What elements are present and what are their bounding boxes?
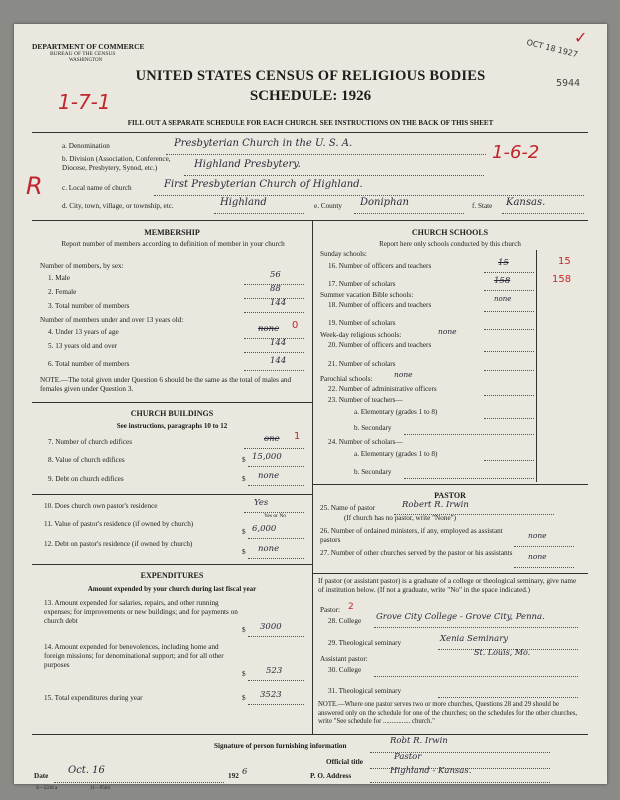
membership-note: NOTE.—The total given under Question 6 should be the same as the total of males and females given under Question 3. — [40, 376, 292, 393]
q8-label: 8. Value of church edifices — [48, 456, 125, 464]
schedule-title: SCHEDULE: 1926 — [249, 88, 372, 104]
pastor-red-mark: 2 — [348, 602, 354, 612]
instruction-line: FILL OUT A SEPARATE SCHEDULE FOR EACH CHURCH. SEE INSTRUCTIONS ON THE BACK OF THIS SHEET — [127, 119, 494, 127]
q12-answer: none — [258, 544, 280, 554]
q13-label: 13. Amount expended for salaries, repairs, and other running expenses; for improvements or new buildings; and for payments on church debt — [44, 599, 238, 625]
q24a-label: a. Elementary (grades 1 to 8) — [354, 450, 438, 458]
red-check-mark: ✓ — [574, 28, 588, 47]
pastor-sub-label: Pastor: — [320, 606, 340, 614]
weekday-label: Week-day religious schools: — [320, 331, 402, 339]
weekday-answer: none — [438, 327, 457, 336]
expenditures-heading: EXPENDITURES — [140, 571, 204, 580]
bureau-city: WASHINGTON — [69, 58, 103, 63]
city-label: d. City, town, village, or township, etc. — [62, 202, 174, 210]
by-sex-label: Number of members, by sex: — [40, 262, 124, 270]
q17-red-answer: 158 — [552, 274, 572, 285]
q13-dollar: $ — [242, 626, 246, 634]
q11-answer: 6,000 — [252, 524, 277, 534]
q15-label: 15. Total expenditures during year — [44, 694, 143, 702]
q12-dollar: $ — [242, 548, 246, 556]
local-name-label: c. Local name of church — [62, 184, 132, 192]
schools-heading: CHURCH SCHOOLS — [411, 228, 489, 237]
po-address-label: P. O. Address — [310, 772, 352, 780]
assistant-label: Assistant pastor: — [320, 655, 368, 663]
county-label: e. County — [314, 202, 342, 210]
q18-label: 18. Number of officers and teachers — [328, 301, 432, 309]
q4-label: 4. Under 13 years of age — [48, 328, 119, 336]
q1-answer: 56 — [270, 270, 281, 280]
bureau-name: BUREAU OF THE CENSUS — [50, 51, 116, 57]
membership-subtitle: Report number of members according to definition of member in your church — [61, 240, 285, 248]
q26-label: 26. Number of ordained ministers, if any, employed as assistant pastors — [320, 527, 503, 544]
state-value: Kansas. — [506, 197, 546, 208]
q17-answer: 158 — [494, 276, 511, 286]
local-name-value: First Presbyterian Church of Highland. — [164, 179, 363, 190]
q19-label: 19. Number of scholars — [328, 319, 396, 327]
q14-answer: 523 — [266, 666, 283, 676]
q1-label: 1. Male — [48, 274, 70, 282]
q29-answer: Xenia Seminary — [440, 634, 509, 644]
q25-subtitle: (If church has no pastor, write "None") — [344, 514, 456, 522]
q14-dollar: $ — [242, 670, 246, 678]
city-value: Highland — [220, 197, 267, 208]
q29-answer-location: St. Louis, Mo. — [474, 648, 531, 657]
official-title-label: Official title — [326, 758, 363, 766]
yes-no-hint: Yes or No — [264, 513, 287, 519]
q15-answer: 3523 — [260, 690, 282, 700]
q6-label: 6. Total number of members — [48, 360, 130, 368]
q11-label: 11. Value of pastor's residence (if owned by church) — [44, 520, 194, 528]
q7-red-one: 1 — [294, 431, 301, 442]
q15-dollar: $ — [242, 694, 246, 702]
q5-label: 5. 13 years old and over — [48, 342, 118, 350]
q10-label: 10. Does church own pastor's residence — [44, 502, 158, 510]
q13-answer: 3000 — [260, 622, 282, 632]
q31-label: 31. Theological seminary — [328, 687, 402, 695]
q12-label: 12. Debt on pastor's residence (if owned by church) — [44, 540, 193, 548]
q4-answer: none — [258, 324, 280, 334]
buildings-subtitle: See instructions, paragraphs 10 to 12 — [116, 422, 228, 430]
code-mark-left: 1-7-1 — [58, 90, 111, 114]
q11-dollar: $ — [242, 528, 246, 536]
q27-label: 27. Number of other churches served by the pastor or his assistants — [320, 549, 513, 557]
q23b-label: b. Secondary — [354, 424, 392, 432]
q24b-label: b. Secondary — [354, 468, 392, 476]
r-mark: R — [26, 172, 43, 200]
q2-label: 2. Female — [48, 288, 77, 296]
code-mark-right: 1-6-2 — [492, 142, 540, 163]
signature-label: Signature of person furnishing information — [214, 742, 347, 750]
q24-label: 24. Number of scholars— — [328, 438, 403, 446]
q9-label: 9. Debt on church edifices — [48, 475, 124, 483]
q23a-label: a. Elementary (grades 1 to 8) — [354, 408, 438, 416]
summer-label: Summer vacation Bible schools: — [320, 291, 414, 299]
date-label: Date — [34, 772, 49, 780]
graduate-note: If pastor (or assistant pastor) is a graduate of a college or theological seminary, give name of institution below. (If not a graduate, write "No" in the space indicated.) — [318, 577, 577, 594]
division-label: b. Division (Association, Conference, Diocese, Presbytery, Synod, etc.) — [62, 155, 171, 172]
q9-answer: none — [258, 471, 280, 481]
q2-answer: 88 — [270, 284, 281, 294]
q16-red-answer: 15 — [558, 256, 571, 267]
q4-red-zero: 0 — [292, 320, 299, 331]
stamp-number: 5944 — [556, 78, 581, 89]
parochial-label: Parochial schools: — [320, 375, 373, 383]
q20-label: 20. Number of officers and teachers — [328, 341, 432, 349]
year-digit: 6 — [242, 767, 248, 777]
q8-answer: 15,000 — [252, 452, 282, 462]
q26-answer: none — [528, 531, 547, 540]
dept-name: DEPARTMENT OF COMMERCE — [32, 42, 145, 51]
q23-label: 23. Number of teachers— — [328, 396, 403, 404]
q25-label: 25. Name of pastor — [320, 504, 376, 512]
q3-answer: 144 — [270, 298, 287, 308]
q22-label: 22. Number of administrative officers — [328, 385, 437, 393]
signature-value: Robt R. Irwin — [390, 736, 448, 746]
under-over-label: Number of members under and over 13 years old: — [40, 316, 184, 324]
q14-label: 14. Amount expended for benevolences, including home and foreign missions; for denominational support; and for all other purposes — [44, 643, 224, 669]
q21-label: 21. Number of scholars — [328, 360, 396, 368]
q3-label: 3. Total number of members — [48, 302, 130, 310]
q5-answer: 144 — [270, 338, 287, 348]
q9-dollar: $ — [242, 475, 246, 483]
q16-label: 16. Number of officers and teachers — [328, 262, 432, 270]
membership-heading: MEMBERSHIP — [144, 228, 200, 237]
denomination-label: a. Denomination — [62, 142, 110, 150]
sunday-label: Sunday schools: — [320, 250, 367, 258]
state-label: f. State — [472, 202, 493, 210]
q8-dollar: $ — [242, 456, 246, 464]
county-value: Doniphan — [360, 197, 409, 208]
form-number: S—5318 a — [36, 786, 58, 791]
q18-answer: none — [494, 295, 512, 303]
q28-label: 28. College — [328, 617, 362, 625]
q27-answer: none — [528, 552, 547, 561]
division-value: Highland Presbytery. — [194, 159, 301, 170]
expenditures-subtitle: Amount expended by your church during last fiscal year — [87, 585, 257, 593]
date-value: Oct. 16 — [68, 765, 105, 776]
q17-label: 17. Number of scholars — [328, 280, 396, 288]
buildings-heading: CHURCH BUILDINGS — [130, 409, 214, 418]
q7-answer: one — [264, 434, 280, 444]
q7-label: 7. Number of church edifices — [48, 438, 133, 446]
year-prefix: 192 — [228, 772, 239, 780]
pastor-note: NOTE.—Where one pastor serves two or more churches, Questions 28 and 29 should be answered only on the schedule for one of the churches; on the schedules for the other churches, write "See schedule for ................ church." — [318, 701, 578, 725]
received-date-stamp: OCT 18 1927 — [525, 37, 579, 60]
form-number-2: 11—9564 — [90, 786, 110, 791]
schools-subtitle: Report here only schools conducted by this church — [379, 240, 521, 248]
denomination-value: Presbyterian Church in the U. S. A. — [174, 138, 353, 149]
official-title-value: Pastor — [394, 752, 422, 762]
q29-label: 29. Theological seminary — [328, 639, 402, 647]
q25-answer: Robert R. Irwin — [402, 500, 469, 510]
form-title: UNITED STATES CENSUS OF RELIGIOUS BODIES — [135, 68, 486, 84]
pastor-heading: PASTOR — [434, 491, 466, 500]
parochial-answer: none — [394, 370, 413, 379]
q16-answer: 15 — [498, 258, 509, 268]
q6-answer: 144 — [270, 356, 287, 366]
q10-answer: Yes — [254, 498, 269, 508]
census-schedule-sheet — [14, 24, 607, 791]
q28-answer: Grove City College - Grove City, Penna. — [376, 612, 545, 622]
q30-label: 30. College — [328, 666, 362, 674]
po-address-value: Highland - Kansas. — [390, 766, 472, 776]
